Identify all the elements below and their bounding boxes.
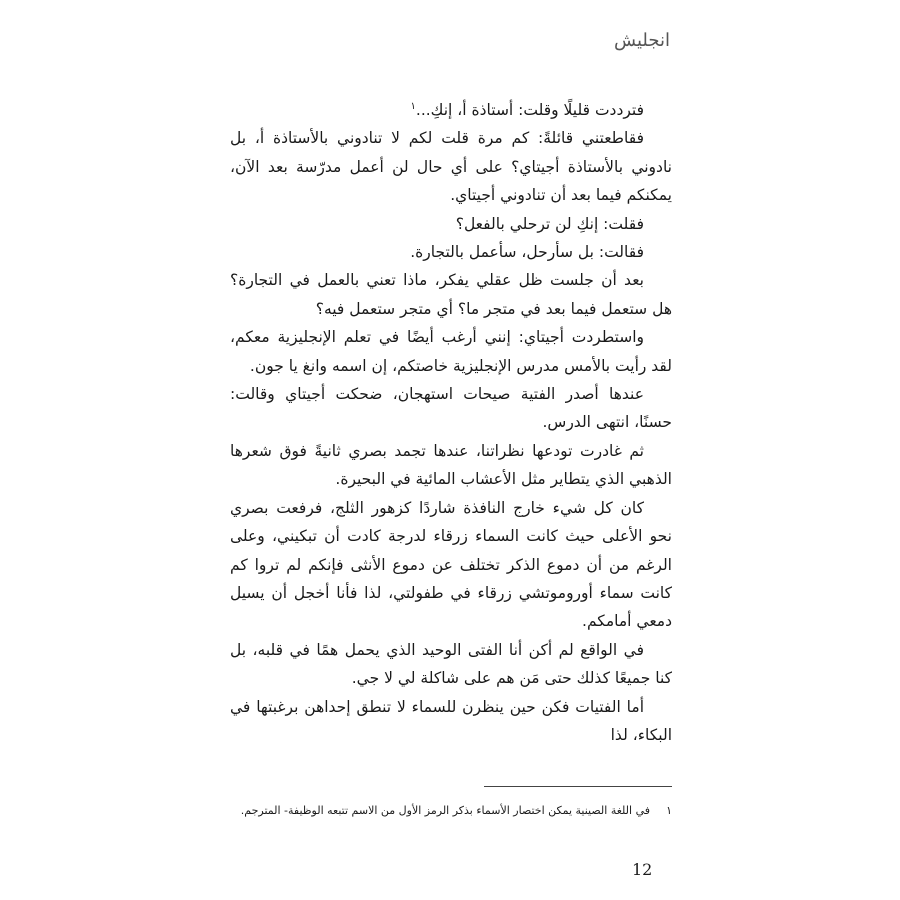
paragraph-7: عندها أصدر الفتية صيحات استهجان، ضحكت أجيتاي وقالت: حسنًا، انتهى الدرس. (230, 385, 672, 432)
footnote-text: في اللغة الصينية يمكن اختصار الأسماء بذكر الرمز الأول من الاسم تتبعه الوظيفة- المترجم. (240, 804, 650, 817)
running-title: انجليش (614, 30, 670, 51)
paragraph-1 (230, 96, 672, 124)
paragraph-3: فقلت: إنكِ لن ترحلي بالفعل؟ (455, 214, 644, 233)
paragraph-9: كان كل شيء خارج النافذة شاردًا كزهور الثلج، فرفعت بصري نحو الأعلى حيث كانت السماء زرقاء لدرجة كادت أن تبكيني، وعلى الرغم من أن دموع الذكر تختلف عن دموع الأنثى فإنكم لم تروا كم كانت سماء أوروموتشي زرقاء في طفولتي، لذا فأنا أخجل أن يسيل دمعي أمامكم. (230, 498, 672, 631)
paragraph-11: أما الفتيات فكن حين ينظرن للسماء لا تنطق إحداهن برغبتها في البكاء، لذا (230, 697, 672, 744)
paragraph-2: فقاطعتني قائلةً: كم مرة قلت لكم لا تنادوني بالأستاذة أ، بل نادوني بالأستاذة أجيتاي؟ على أي حال لن أعمل مدرّسة بعد الآن، يمكنكم فيما بعد أن تنادوني أجيتاي. (230, 129, 672, 205)
footnote-divider (484, 786, 672, 787)
footnote (226, 803, 672, 819)
body-text (230, 96, 672, 749)
paragraph-4: فقالت: بل سأرحل، سأعمل بالتجارة. (410, 243, 644, 262)
footnote-number: ١ (666, 804, 672, 817)
footnote-reference: ١ (410, 100, 416, 112)
paragraph-6: واستطردت أجيتاي: إنني أرغب أيضًا في تعلم الإنجليزية معكم، لقد رأيت بالأمس مدرس الإنجليزية خاصتكم، إن اسمه وانغ يا جون. (230, 328, 672, 375)
paragraph-1-text: فترددت قليلًا وقلت: أستاذة أ، إنكِ... (415, 101, 644, 119)
page-number: 12 (632, 860, 653, 879)
paragraph-10: في الواقع لم أكن أنا الفتى الوحيد الذي يحمل همًا في قلبه، بل كنا جميعًا كذلك حتى مَن هم على شاكلة لي لا جي. (230, 640, 672, 688)
paragraph-5: بعد أن جلست ظل عقلي يفكر، ماذا تعني بالعمل في التجارة؟ هل ستعمل فيما بعد في متجر ما؟ أي متجر ستعمل فيه؟ (230, 271, 672, 318)
paragraph-8: ثم غادرت تودعها نظراتنا، عندها تجمد بصري ثانيةً فوق شعرها الذهبي الذي يتطاير مثل الأعشاب المائية في البحيرة. (230, 441, 672, 489)
